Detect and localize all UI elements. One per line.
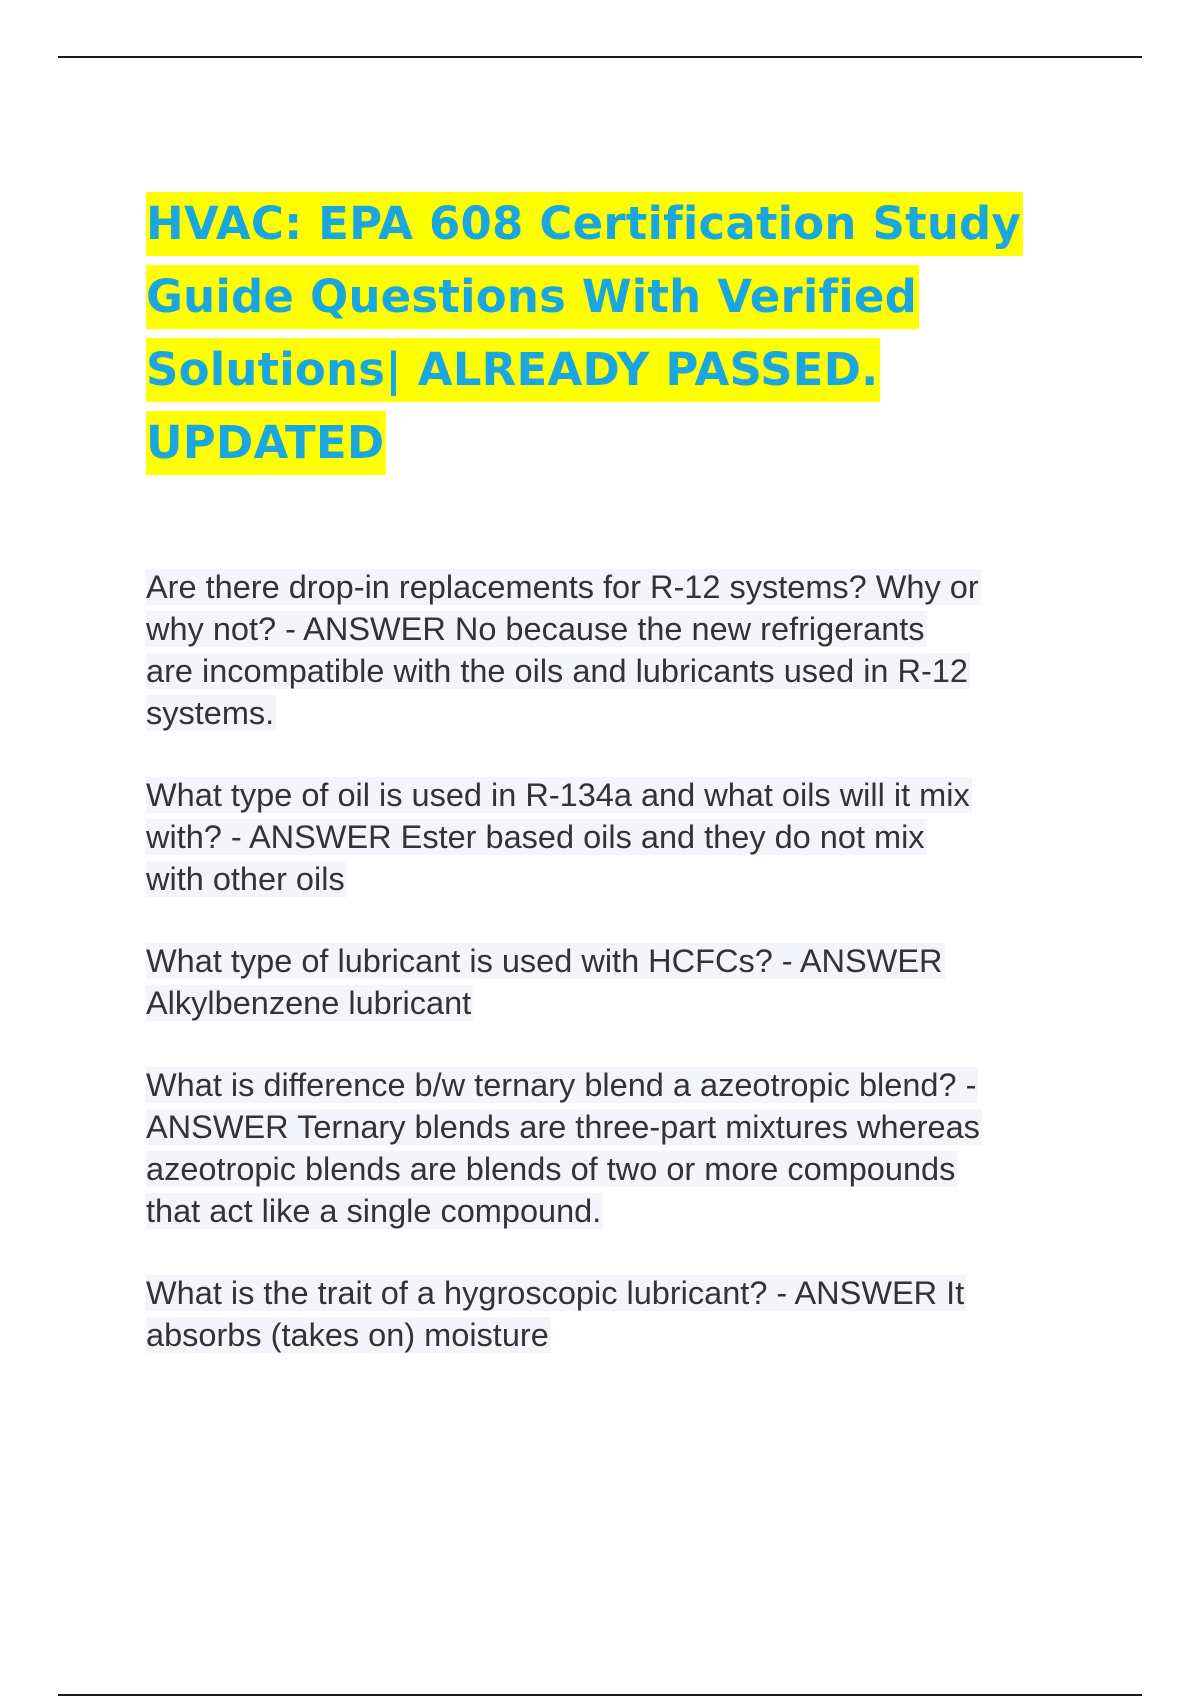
qa-line: with? - ANSWER Ester based oils and they do not mix [146, 819, 925, 855]
document-title [146, 192, 1086, 484]
qa-line: why not? - ANSWER No because the new refrigerants [146, 611, 925, 647]
qa-list [146, 566, 1086, 1396]
qa-line: that act like a single compound. [146, 1193, 602, 1229]
qa-line: What is the trait of a hygroscopic lubricant? - ANSWER It [146, 1275, 965, 1311]
qa-item-3 [146, 940, 1086, 1024]
top-rule [58, 56, 1142, 58]
qa-line: ANSWER Ternary blends are three-part mixtures whereas [146, 1109, 980, 1145]
qa-line: absorbs (takes on) moisture [146, 1317, 549, 1353]
qa-line: What is difference b/w ternary blend a azeotropic blend? - [146, 1067, 977, 1103]
qa-line: systems. [146, 695, 275, 731]
qa-item-2 [146, 774, 1086, 900]
qa-item-4 [146, 1064, 1086, 1232]
title-line-1: HVAC: EPA 608 Certification Study [146, 192, 1086, 256]
qa-item-5 [146, 1272, 1086, 1356]
bottom-rule [58, 1694, 1142, 1696]
qa-line: are incompatible with the oils and lubricants used in R-12 [146, 653, 968, 689]
qa-line: What type of lubricant is used with HCFCs? - ANSWER [146, 943, 943, 979]
qa-line: What type of oil is used in R-134a and what oils will it mix [146, 777, 970, 813]
title-line-2: Guide Questions With Verified [146, 265, 1086, 329]
qa-line: Are there drop-in replacements for R-12 systems? Why or [146, 569, 979, 605]
qa-item-1 [146, 566, 1086, 734]
title-line-3: Solutions| ALREADY PASSED. [146, 338, 1086, 402]
qa-line: azeotropic blends are blends of two or more compounds [146, 1151, 956, 1187]
qa-line: Alkylbenzene lubricant [146, 985, 472, 1021]
title-line-4: UPDATED [146, 411, 1086, 475]
qa-line: with other oils [146, 861, 345, 897]
